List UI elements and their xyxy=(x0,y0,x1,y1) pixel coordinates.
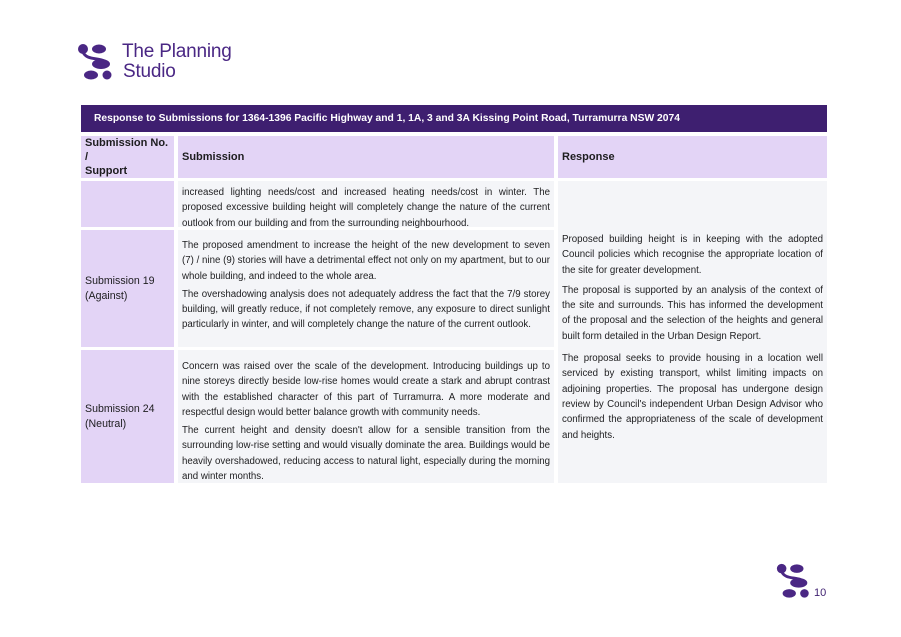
submission-24-label: Submission 24 xyxy=(85,402,155,415)
header-submission-no xyxy=(81,136,174,178)
submission-label-cell xyxy=(81,181,174,227)
header-submission-no-line2: Support xyxy=(85,165,128,177)
submission-19-text-cell xyxy=(178,230,554,347)
submission-paragraph: increased lighting needs/cost and increased heating needs/cost in winter. The proposed excessive building height will completely change the nature of the current outlook from our building and from the surrounding neighbourhood. xyxy=(182,187,550,229)
submission-paragraph: The overshadowing analysis does not adequately address the fact that the 7/9 storey building, will greatly reduce, if not completely remove, any exposure to direct sunlight particularly in winter, and will completely change the nature of the current outlook. xyxy=(182,288,550,331)
planning-studio-logo-icon xyxy=(77,42,115,82)
submission-19-stance: (Against) xyxy=(85,289,128,302)
brand-name-line2: Studio xyxy=(123,61,176,82)
submission-paragraph: The proposed amendment to increase the height of the new development to seven (7) / nine (9) stories will have a detrimental effect not only on my apartment, but to our whole building, and indeed to the whole area. xyxy=(182,240,550,282)
brand-name-line1: The Planning xyxy=(122,41,232,62)
brand-name xyxy=(122,42,232,82)
submission-19-label-cell xyxy=(81,230,174,347)
submission-19-label: Submission 19 xyxy=(85,274,155,287)
submission-paragraph: The current height and density doesn't allow for a sensible transition from the surrounding low-rise setting and would visually dominate the area. Buildings would be heavily overshadowed, reducing access to natural light, especially during the morning and winter months. xyxy=(182,425,550,483)
submission-24-label-cell xyxy=(81,350,174,483)
page-number: 10 xyxy=(814,587,827,599)
response-paragraph: The proposal is supported by an analysis of the context of the site and surrounds. This has informed the development of the proposal and the selection of the heights and general built form detailed in the Urban Design Report. xyxy=(562,284,823,342)
submission-text-cell xyxy=(178,181,554,227)
response-paragraph: Proposed building height is in keeping with the adopted Council policies which recognise the appropriate location of the site for greater development. xyxy=(562,234,823,276)
table-title-banner: Response to Submissions for 1364-1396 Pacific Highway and 1, 1A, 3 and 3A Kissing Point Road, Turramurra NSW 2074 xyxy=(81,105,827,132)
response-cell xyxy=(558,181,827,483)
response-paragraph: The proposal seeks to provide housing in a location well serviced by existing transport, whilst limiting impacts on adjoining properties. The proposal has undergone design review by Council's independent Urban Design Advisor who confirmed the appropriateness of the scale of development and heights. xyxy=(562,353,823,441)
header-response: Response xyxy=(558,136,827,178)
header-submission-no-line1: Submission No. / xyxy=(85,137,169,163)
submission-24-stance: (Neutral) xyxy=(85,417,127,430)
footer-logo-icon xyxy=(775,562,813,600)
brand-logo xyxy=(77,42,232,82)
header-submission: Submission xyxy=(178,136,554,178)
submission-24-text-cell xyxy=(178,350,554,483)
submission-paragraph: Concern was raised over the scale of the development. Introducing buildings up to nine storeys directly beside low-rise homes would create a stark and abrupt contrast with the established character of this part of Turramurra. A more moderate and respectful design would better balance growth with community needs. xyxy=(182,361,550,418)
